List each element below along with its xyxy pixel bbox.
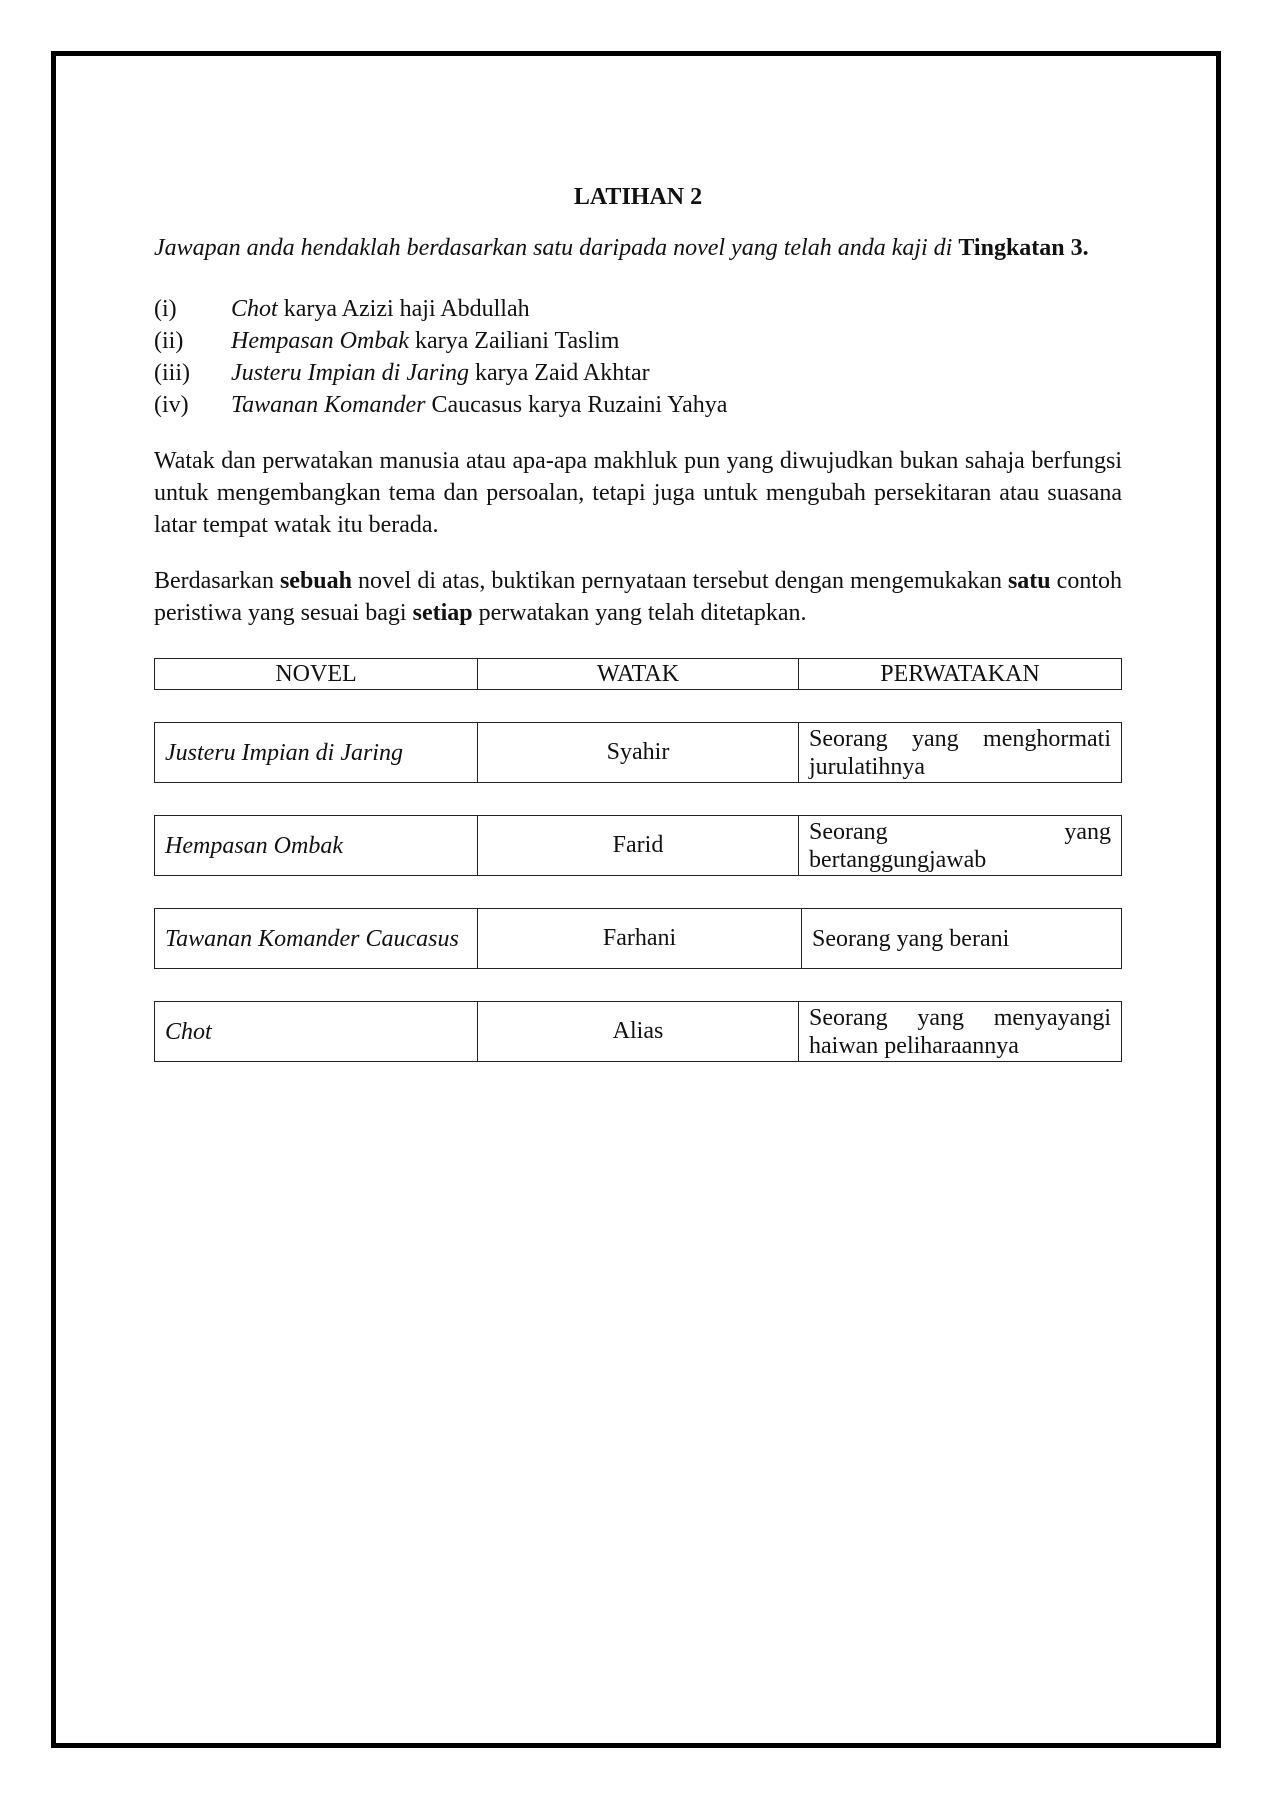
cell-watak: Alias: [477, 1002, 798, 1061]
question-text: contoh peristiwa yang sesuai bagi: [154, 568, 1122, 626]
question-bold: satu: [1007, 568, 1051, 594]
cell-perwatakan: Seorang yang menyayangi haiwan peliharaannya: [798, 1002, 1121, 1061]
table-row: [154, 722, 1122, 783]
list-item: [154, 293, 1122, 325]
question-text: perwatakan yang telah ditetapkan.: [472, 600, 807, 626]
cell-perwatakan: Seorang yang berani: [801, 909, 1121, 968]
list-number: (iv): [154, 392, 189, 418]
novel-author: karya Zaid Akhtar: [468, 360, 650, 386]
table-row: [154, 1001, 1122, 1062]
question-text: Berdasarkan: [154, 568, 280, 594]
list-number: (i): [154, 296, 177, 322]
instruction-bold: Tingkatan 3.: [958, 235, 1089, 261]
cell-novel: Chot: [165, 1018, 212, 1045]
question-bold: setiap: [412, 600, 473, 626]
instruction-text: [154, 232, 1122, 265]
table-header: [154, 658, 1122, 690]
header-watak: WATAK: [477, 659, 798, 689]
novel-title: Chot: [231, 296, 278, 322]
cell-novel: Hempasan Ombak: [165, 832, 343, 859]
novel-list: [154, 293, 1122, 421]
cell-watak: Syahir: [477, 723, 798, 782]
cell-perwatakan: Seorang yang menghormati jurulatihnya: [798, 723, 1121, 782]
cell-watak: Farid: [477, 816, 798, 875]
novel-title: Justeru Impian di Jaring: [231, 360, 469, 386]
list-item: [154, 357, 1122, 389]
document-content: [154, 180, 1122, 1062]
novel-title: Hempasan Ombak: [231, 328, 409, 354]
table-row: [154, 908, 1122, 969]
header-novel: NOVEL: [275, 660, 357, 687]
novel-title: Tawanan Komander: [231, 392, 426, 418]
cell-watak: Farhani: [477, 909, 801, 968]
paragraph-watak: Watak dan perwatakan manusia atau apa-apa makhluk pun yang diwujudkan bukan sahaja berfungsi untuk mengembangkan tema dan persoalan, tetapi juga untuk mengubah persekitaran atau suasana latar tempat watak itu berada.: [154, 448, 1122, 538]
question-text: novel di atas, buktikan pernyataan tersebut dengan mengemukakan: [352, 568, 1008, 594]
paragraph-question: [154, 565, 1122, 629]
novel-author: karya Zailiani Taslim: [408, 328, 620, 354]
list-number: (iii): [154, 360, 190, 386]
list-item: [154, 325, 1122, 357]
instruction-italic: Jawapan anda hendaklah berdasarkan satu daripada novel yang telah anda kaji di: [154, 235, 953, 261]
question-bold: sebuah: [279, 568, 353, 594]
cell-novel: Tawanan Komander Caucasus: [165, 925, 459, 952]
novel-author: Caucasus karya Ruzaini Yahya: [425, 392, 728, 418]
page-title: LATIHAN 2: [573, 184, 703, 210]
cell-novel: Justeru Impian di Jaring: [165, 739, 403, 766]
header-perwatakan: PERWATAKAN: [798, 659, 1121, 689]
list-item: [154, 389, 1122, 421]
table-row: [154, 815, 1122, 876]
cell-perwatakan: Seorang yang bertanggungjawab: [798, 816, 1121, 875]
novel-author: karya Azizi haji Abdullah: [277, 296, 530, 322]
list-number: (ii): [154, 328, 184, 354]
